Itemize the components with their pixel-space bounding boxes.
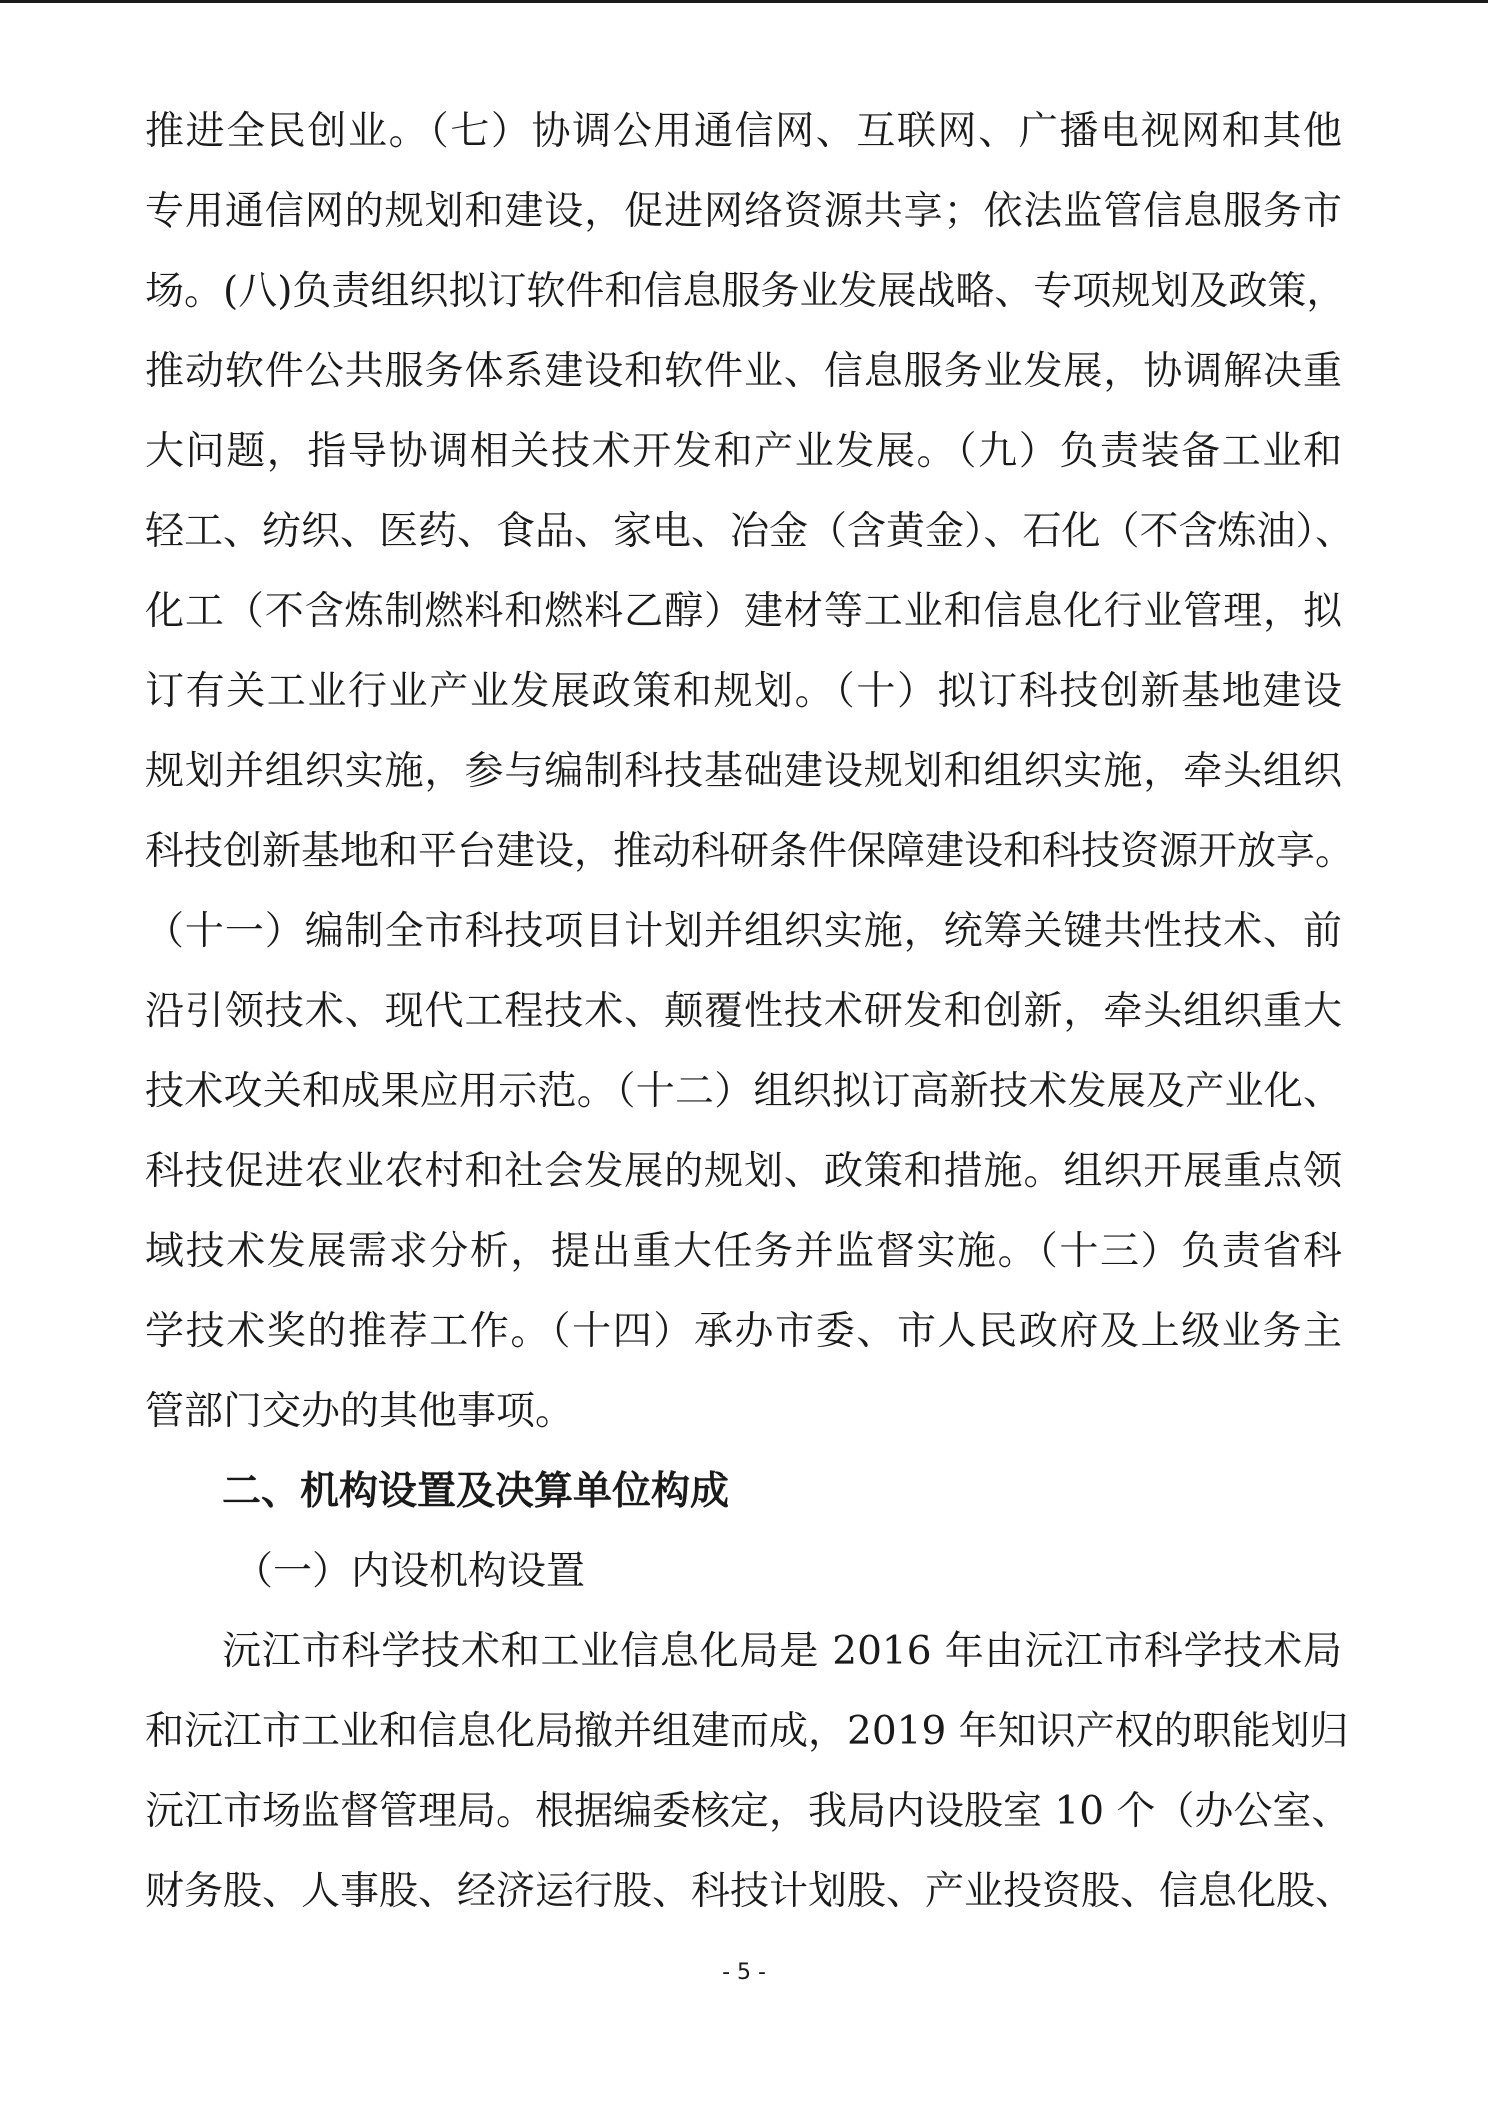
- top-border-line: [0, 0, 1488, 3]
- paragraph-line: 财务股、人事股、经济运行股、科技计划股、产业投资股、信息化股、: [145, 1869, 1355, 1914]
- paragraph-line: 专用通信网的规划和建设，促进网络资源共享；依法监管信息服务市: [145, 189, 1342, 234]
- paragraph-line: 沿引领技术、现代工程技术、颠覆性技术研发和创新，牵头组织重大: [145, 989, 1342, 1034]
- paragraph-line: 科技创新基地和平台建设，推动科研条件保障建设和科技资源开放享。: [145, 829, 1355, 874]
- paragraph-line: 场。(八)负责组织拟订软件和信息服务业发展战略、专项规划及政策，: [145, 269, 1346, 314]
- paragraph-line: 大问题，指导协调相关技术开发和产业发展。（九）负责装备工业和: [145, 429, 1342, 474]
- paragraph-line: 技术攻关和成果应用示范。（十二）组织拟订高新技术发展及产业化、: [145, 1069, 1342, 1114]
- paragraph-line: 沅江市科学技术和工业信息化局是 2016 年由沅江市科学技术局: [222, 1629, 1342, 1674]
- paragraph-line: 轻工、纺织、医药、食品、家电、冶金（含黄金）、石化（不含炼油）、: [145, 509, 1355, 554]
- paragraph-line: 沅江市场监督管理局。根据编委核定，我局内设股室 10 个（办公室、: [145, 1789, 1351, 1834]
- paragraph-line: 订有关工业行业产业发展政策和规划。（十）拟订科技创新基地建设: [145, 669, 1342, 714]
- paragraph-line: 学技术奖的推荐工作。（十四）承办市委、市人民政府及上级业务主: [145, 1309, 1342, 1354]
- paragraph-line: （十一）编制全市科技项目计划并组织实施，统筹关键共性技术、前: [145, 909, 1342, 954]
- paragraph-line: 科技促进农业农村和社会发展的规划、政策和措施。组织开展重点领: [145, 1149, 1342, 1194]
- paragraph-line: 规划并组织实施，参与编制科技基础建设规划和组织实施，牵头组织: [145, 749, 1342, 794]
- subsection-heading: （一）内设机构设置: [234, 1549, 586, 1594]
- paragraph-line: 化工（不含炼制燃料和燃料乙醇）建材等工业和信息化行业管理，拟: [145, 589, 1342, 634]
- section-heading: 二、机构设置及决算单位构成: [222, 1469, 730, 1514]
- paragraph-line: 和沅江市工业和信息化局撤并组建而成，2019 年知识产权的职能划归: [145, 1709, 1349, 1754]
- paragraph-line: 域技术发展需求分析，提出重大任务并监督实施。（十三）负责省科: [145, 1229, 1342, 1274]
- paragraph-line: 管部门交办的其他事项。: [145, 1389, 575, 1434]
- paragraph-line: 推动软件公共服务体系建设和软件业、信息服务业发展，协调解决重: [145, 349, 1342, 394]
- paragraph-line: 推进全民创业。（七）协调公用通信网、互联网、广播电视网和其他: [145, 109, 1342, 154]
- page-number: - 5 -: [722, 1960, 766, 1985]
